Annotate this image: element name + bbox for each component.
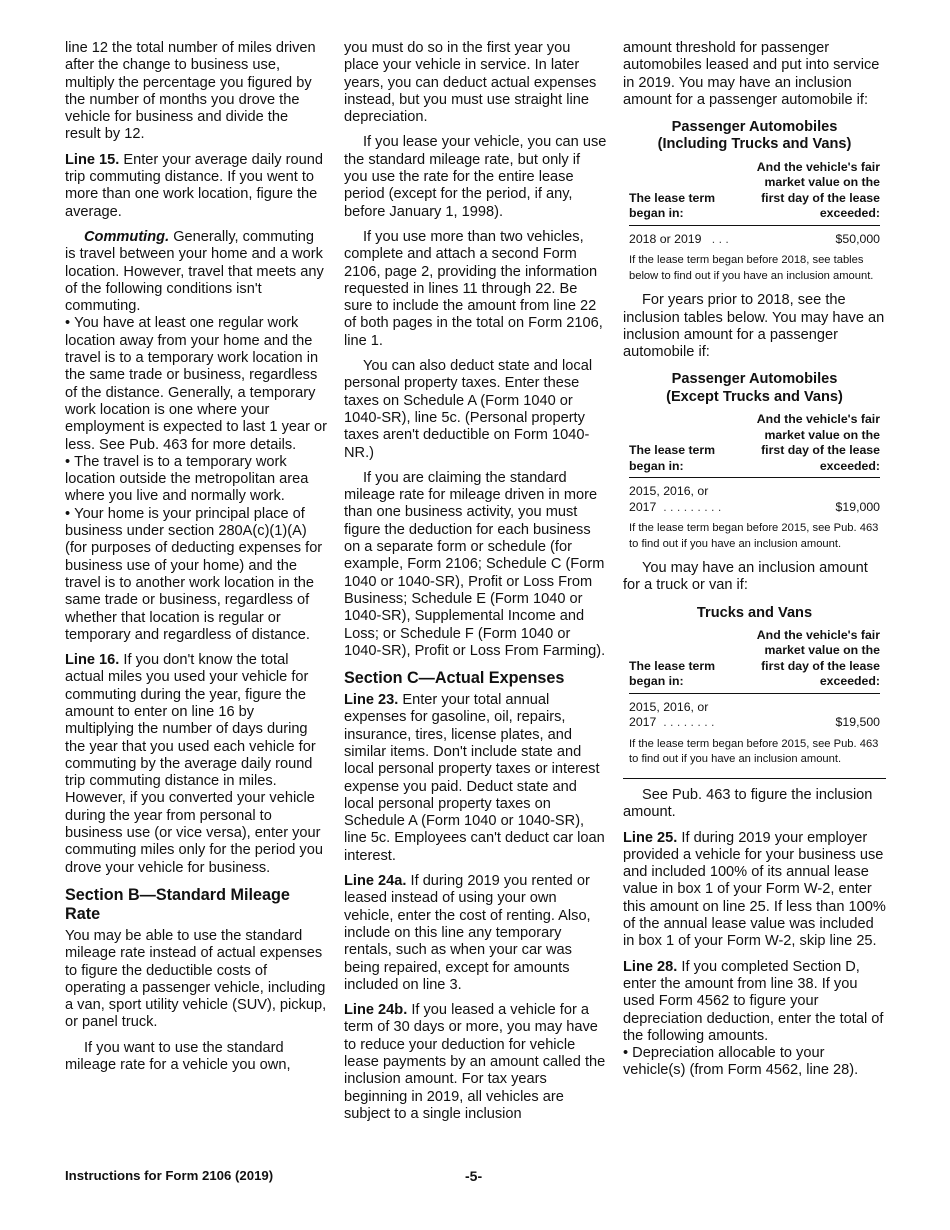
table-row [629, 484, 880, 515]
bullet-item: • Depreciation allocable to your vehicle(s) (from Form 4562, line 28). [623, 1045, 886, 1080]
line-24a-label: Line 24a. [344, 873, 407, 890]
paragraph: You may be able to use the standard mileage rate instead of actual expenses to figure the deductible costs of operating a passenger vehicle, including a van, sport utility vehicle (SUV), pickup, or panel truck. [65, 927, 327, 1031]
table-header [629, 412, 880, 478]
bullet-item: • You have at least one regular work location away from your home and the travel is to a temporary work location in the same trade or business, regardless of the distance. Generally, a temporary work location is one where your employment is expected to last 1 year or less. See Pub. 463 for more details. [65, 315, 327, 453]
table-note: If the lease term began before 2015, see Pub. 463 to find out if you have an inclusion amount. [629, 737, 879, 766]
leader-dots: . . . . . . . . [663, 715, 715, 730]
table-row-label [629, 700, 714, 731]
commuting-paragraph [65, 229, 327, 315]
line-28-label: Line 28. [623, 958, 678, 975]
paragraph: If you lease your vehicle, you can use the standard mileage rate, but only if you use the rate for the entire lease period (except for the period, if any, before January 1, 1998). [344, 134, 607, 220]
inclusion-table [623, 628, 886, 768]
line-28-paragraph [623, 959, 886, 1045]
line-23-label: Line 23. [344, 692, 399, 709]
paragraph: See Pub. 463 to figure the inclusion amount. [623, 786, 873, 821]
line-15-text: Enter your average daily round trip commuting distance. If you went to more than one work location, figure the average. [65, 151, 323, 220]
paragraph: amount threshold for passenger automobiles leased and put into service in 2019. You may have an inclusion amount for a passenger automobile if: [623, 40, 880, 108]
inclusion-table [623, 160, 886, 285]
commuting-text: Generally, commuting is travel between your home and a work location. However, travel that meets any of the following conditions isn't commuting. [65, 228, 324, 315]
paragraph: For years prior to 2018, see the inclusion tables below. You may have an inclusion amount for a passenger automobile if: [623, 292, 885, 361]
table-note: If the lease term began before 2018, see tables below to find out if you have an inclusion amount. [629, 254, 874, 282]
table-header-right: And the vehicle's fair market value on the first day of the lease exceeded: [756, 627, 880, 689]
row-label-text: 2015, 2016, or [629, 699, 709, 714]
bullet-item: • Your home is your principal place of business under section 280A(c)(1)(A) (for purposes of deducting expenses for business use of your home) and the travel is to another work location in the same trade or business, regardless of whether that location is regular or temporary and regardless of distance. [65, 506, 327, 644]
line-28-text: If you completed Section D, enter the amount from line 38. If you used Form 4562 to figure your depreciation deduction, enter the total of the following amounts. [623, 958, 884, 1044]
row-label-text: 2015, 2016, or [629, 484, 709, 499]
line-25-text: If during 2019 your employer provided a vehicle for your business use and included 100% of its annual lease value in box 1 of your Form W-2, enter this amount on line 25. If less than 100% of the annual lease value was included in box 1 of your Form W-2, skip line 25. [623, 829, 886, 950]
line-16-label: Line 16. [65, 652, 120, 669]
table-title [623, 605, 886, 622]
table-header-right: And the vehicle's fair market value on the first day of the lease exceeded: [756, 159, 880, 221]
paragraph: If you use more than two vehicles, complete and attach a second Form 2106, page 2, providing the information requested in lines 11 through 22. Be sure to include the amount from line 22 of both pages in the total on Form 2106, line 1. [344, 228, 603, 349]
paragraph: You can also deduct state and local personal property taxes. Enter these taxes on Schedule A (Form 1040 or 1040-SR), line 5c. (Personal property taxes aren't deductible on Form 1040-NR.) [344, 358, 593, 461]
table-row-value: $19,000 [835, 499, 880, 514]
table-note: If the lease term began before 2015, see Pub. 463 to find out if you have an inclusion amount. [629, 522, 879, 550]
table-header [629, 160, 880, 226]
line-25-label: Line 25. [623, 829, 678, 846]
table-header-left: The lease term began in: [629, 443, 716, 473]
table-title-line: Trucks and Vans [696, 604, 813, 621]
section-b-heading: Section B—Standard Mileage Rate [65, 885, 290, 923]
line-24a-paragraph [344, 873, 607, 994]
line-24a-text: If during 2019 you rented or leased instead of using your own vehicle, enter the cost of renting. Also, include on this line any temporary rentals, such as when your car was being repaired, except for amounts included on line 3. [344, 873, 591, 993]
line-25-paragraph [623, 830, 886, 951]
table-row-value: $19,500 [835, 715, 880, 730]
line-24b-text: If you leased a vehicle for a term of 30 days or more, you may have to reduce your deduction for vehicle lease payments by an amount called the inclusion amount. For tax years beginning in 2019, all vehicles are subject to a single inclusion [344, 1002, 606, 1122]
paragraph: line 12 the total number of miles driven after the change to business use, multiply the percentage you figured by the number of months you drove the vehicle for business and divide the result by 12. [65, 40, 316, 143]
table-title-line: (Except Trucks and Vans) [666, 388, 843, 405]
commuting-label: Commuting. [84, 228, 170, 245]
table-row-label [629, 232, 729, 248]
line-15-paragraph [65, 152, 327, 221]
column-3 [623, 40, 886, 1080]
leader-dots: . . . . . . . . . [663, 499, 722, 514]
row-label-text: 2017 [629, 499, 657, 514]
table-header-left: The lease term began in: [629, 658, 716, 689]
table-header [629, 628, 880, 694]
table-title [623, 119, 886, 154]
table-row-value: $50,000 [835, 231, 880, 246]
column-2 [344, 40, 607, 1131]
inclusion-table [623, 412, 886, 552]
column-1 [65, 40, 327, 1082]
leader-dots: . . . [711, 231, 729, 246]
table-title [623, 371, 886, 406]
paragraph: If you want to use the standard mileage rate for a vehicle you own, [65, 1039, 291, 1074]
table-row [629, 700, 880, 731]
table-title-line: (Including Trucks and Vans) [657, 136, 852, 153]
line-24b-paragraph [344, 1002, 607, 1123]
table-title-line: Passenger Automobiles [671, 119, 838, 136]
line-24b-label: Line 24b. [344, 1002, 408, 1019]
table-title-line: Passenger Automobiles [671, 371, 838, 388]
line-15-label: Line 15. [65, 151, 120, 168]
page-number: -5- [465, 1168, 483, 1184]
section-c-heading: Section C—Actual Expenses [344, 669, 565, 688]
table-header-left: The lease term began in: [629, 190, 716, 221]
footer-form-title: Instructions for Form 2106 (2019) [65, 1168, 274, 1183]
line-23-paragraph [344, 692, 607, 865]
line-16-paragraph [65, 652, 327, 877]
paragraph: you must do so in the first year you place your vehicle in service. In later years, you can deduct actual expenses instead, but you must use straight line depreciation. [344, 40, 597, 126]
table-row [629, 232, 880, 248]
row-label-text: 2018 or 2019 [629, 231, 702, 246]
divider [623, 778, 886, 779]
table-row-label [629, 484, 721, 515]
line-16-text: If you don't know the total actual miles you used your vehicle for commuting during the year, figure the amount to enter on line 16 by multiplying the number of days during the year that you used each vehicle for commuting by the average daily round trip commuting distance in miles. However, if you converted your vehicle during the year from personal to business use (or vice versa), enter your commuting miles only for the period you drove your vehicle for business. [65, 652, 323, 876]
line-23-text: Enter your total annual expenses for gasoline, oil, repairs, insurance, tires, license plates, and similar items. Don't include state and local personal property taxes or interest expense you paid. Deduct state and local personal property taxes on Schedule A (Form 1040 or 1040-SR), line 5c. Employees can't deduct car loan interest. [344, 692, 605, 864]
bullet-item: • The travel is to a temporary work location outside the metropolitan area where you live and normally work. [65, 454, 327, 506]
row-label-text: 2017 [629, 715, 657, 730]
paragraph: If you are claiming the standard mileage rate for mileage driven in more than one business activity, you must figure the deduction for each business on a separate form or schedule (for example, Form 2106; Schedule C (Form 1040 or 1040-SR), Profit or Loss From Business; Schedule E (Form 1040 or 1040-SR), Supplemental Income and Loss; or Schedule F (Form 1040 or 1040-SR), Profit or Loss From Farming). [344, 469, 606, 659]
table-header-right: And the vehicle's fair market value on the first day of the lease exceeded: [756, 412, 880, 473]
paragraph: You may have an inclusion amount for a truck or van if: [623, 560, 868, 594]
